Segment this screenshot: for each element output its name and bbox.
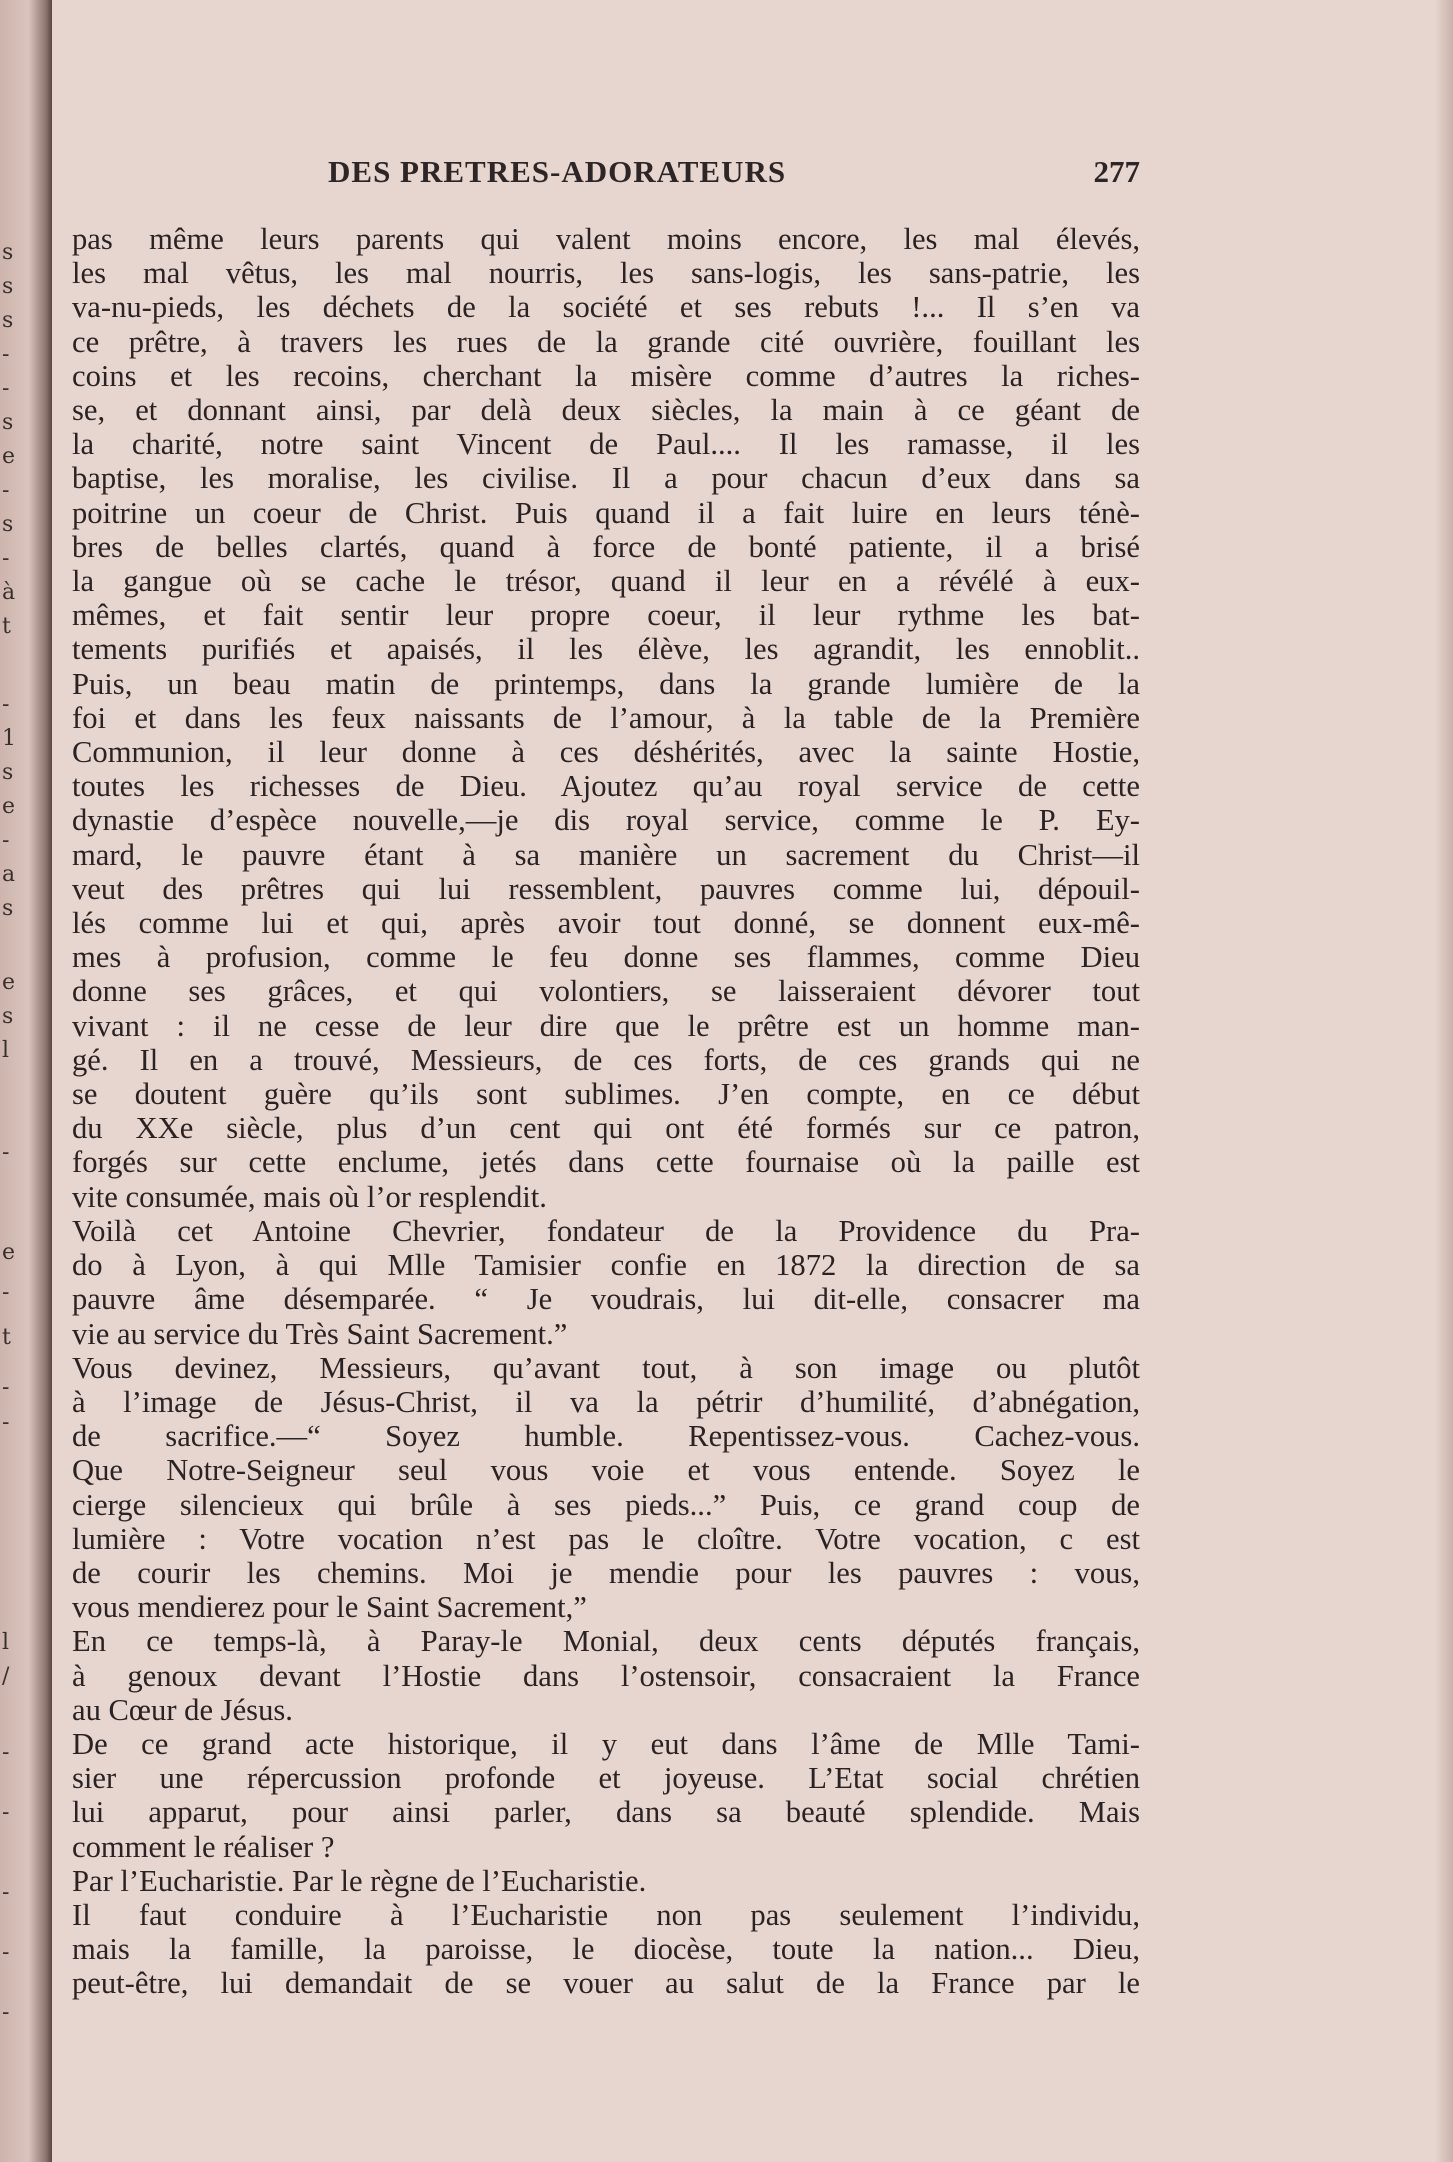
running-title: DES PRETRES-ADORATEURS (328, 154, 787, 189)
margin-fragment: l (2, 1630, 10, 1655)
body-text (72, 222, 1140, 2001)
margin-fragment: - (2, 1140, 10, 1165)
text-line: cierge silencieux qui brûle à ses pieds...” Puis, ce grand coup de (72, 1487, 1140, 1522)
text-line: à genoux devant l’Hostie dans l’ostensoir, consacraient la France (72, 1658, 1140, 1693)
margin-fragment: l (2, 1038, 10, 1063)
page-edge (1435, 0, 1453, 2162)
margin-fragment: t (2, 614, 11, 639)
text-line: mais la famille, la paroisse, le diocèse, toute la nation... Dieu, (72, 1932, 1140, 1967)
text-line: Communion, il leur donne à ces déshérités, avec la sainte Hostie, (72, 735, 1140, 770)
running-header (72, 150, 1140, 198)
margin-fragment: - (2, 478, 10, 503)
text-line: tements purifiés et apaisés, il les élève, les agrandit, les ennoblit.. (72, 632, 1140, 667)
text-line: Puis, un beau matin de printemps, dans la grande lumière de la (72, 666, 1140, 701)
text-line: baptise, les moralise, les civilise. Il a pour chacun d’eux dans sa (72, 461, 1140, 496)
text-line: Il faut conduire à l’Eucharistie non pas seulement l’individu, (72, 1897, 1140, 1932)
margin-fragment: e (2, 444, 16, 469)
page-number: 277 (1093, 154, 1140, 189)
text-line: se, et donnant ainsi, par delà deux siècles, la main à ce géant de (72, 393, 1140, 428)
text-line: peut-être, lui demandait de se vouer au salut de la France par le (72, 1966, 1140, 2001)
text-line: vous mendierez pour le Saint Sacrement,” (72, 1590, 587, 1625)
text-line: lés comme lui et qui, après avoir tout donné, se donnent eux-mê- (72, 906, 1140, 941)
margin-fragment: a (2, 862, 16, 887)
text-line: bres de belles clartés, quand à force de bonté patiente, il a brisé (72, 529, 1140, 564)
text-line: forgés sur cette enclume, jetés dans cette fournaise où la paille est (72, 1145, 1140, 1180)
margin-fragment: s (2, 1004, 14, 1029)
text-line: comment le réaliser ? (72, 1829, 335, 1864)
margin-fragment: 1 (2, 726, 16, 751)
margin-fragment: - (2, 1940, 10, 1965)
margin-fragment: e (2, 970, 16, 995)
margin-fragment: s (2, 308, 14, 333)
text-line: veut des prêtres qui lui ressemblent, pauvres comme lui, dépouil- (72, 871, 1140, 906)
margin-fragment: s (2, 240, 14, 265)
margin-fragment: - (2, 692, 10, 717)
margin-fragment: s (2, 896, 14, 921)
text-line: la gangue où se cache le trésor, quand il leur en a révélé à eux- (72, 564, 1140, 599)
margin-fragment: - (2, 2000, 10, 2025)
margin-fragment: s (2, 410, 14, 435)
text-line: mard, le pauvre étant à sa manière un sacrement du Christ—il (72, 837, 1140, 872)
text-line: sier une répercussion profonde et joyeuse. L’Etat social chrétien (72, 1761, 1140, 1796)
text-line: au Cœur de Jésus. (72, 1692, 293, 1727)
margin-fragment: s (2, 512, 14, 537)
text-line: En ce temps-là, à Paray-le Monial, deux cents députés français, (72, 1624, 1140, 1659)
text-line: foi et dans les feux naissants de l’amour, à la table de la Première (72, 700, 1140, 735)
text-line: de courir les chemins. Moi je mendie pour les pauvres : vous, (72, 1555, 1140, 1590)
text-line: coins et les recoins, cherchant la misère comme d’autres la riches- (72, 358, 1140, 393)
text-line: les mal vêtus, les mal nourris, les sans-logis, les sans-patrie, les (72, 256, 1140, 291)
text-line: Par l’Eucharistie. Par le règne de l’Eucharistie. (72, 1863, 647, 1898)
margin-fragment: - (2, 546, 10, 571)
text-line: vie au service du Très Saint Sacrement.” (72, 1316, 568, 1351)
text-line: lumière : Votre vocation n’est pas le cloître. Votre vocation, c est (72, 1521, 1140, 1556)
text-line: Vous devinez, Messieurs, qu’avant tout, à son image ou plutôt (72, 1350, 1140, 1385)
text-line: la charité, notre saint Vincent de Paul.... Il les ramasse, il les (72, 427, 1140, 462)
text-line: ce prêtre, à travers les rues de la grande cité ouvrière, fouillant les (72, 324, 1140, 359)
margin-fragment: à (2, 580, 16, 605)
text-line: vite consumée, mais où l’or resplendit. (72, 1179, 547, 1214)
text-line: toutes les richesses de Dieu. Ajoutez qu’au royal service de cette (72, 769, 1140, 804)
text-line: donne ses grâces, et qui volontiers, se laisseraient dévorer tout (72, 974, 1140, 1009)
margin-fragment: s (2, 760, 14, 785)
margin-fragment: / (2, 1664, 10, 1689)
text-line: vivant : il ne cesse de leur dire que le prêtre est un homme man- (72, 1008, 1140, 1043)
margin-fragment: t (2, 1325, 11, 1350)
text-line: pas même leurs parents qui valent moins encore, les mal élevés, (72, 222, 1140, 256)
margin-fragment: - (2, 828, 10, 853)
margin-fragment: - (2, 1880, 10, 1905)
text-line: se doutent guère qu’ils sont sublimes. J’en compte, en ce début (72, 1077, 1140, 1112)
margin-fragment: - (2, 1375, 10, 1400)
margin-fragment: - (2, 1410, 10, 1435)
text-line: de sacrifice.—“ Soyez humble. Repentissez-vous. Cachez-vous. (72, 1419, 1140, 1454)
margin-fragment: - (2, 376, 10, 401)
text-line: va-nu-pieds, les déchets de la société et ses rebuts !... Il s’en va (72, 290, 1140, 325)
text-line: mêmes, et fait sentir leur propre coeur, il leur rythme les bat- (72, 598, 1140, 633)
text-line: lui apparut, pour ainsi parler, dans sa beauté splendide. Mais (72, 1795, 1140, 1830)
margin-fragment: e (2, 1240, 16, 1265)
book-page (72, 150, 1140, 2001)
margin-fragment: s (2, 274, 14, 299)
text-line: dynastie d’espèce nouvelle,—je dis royal service, comme le P. Ey- (72, 803, 1140, 838)
margin-fragment: - (2, 342, 10, 367)
margin-fragment: - (2, 1740, 10, 1765)
text-line: du XXe siècle, plus d’un cent qui ont été formés sur ce patron, (72, 1111, 1140, 1146)
margin-fragment: - (2, 1800, 10, 1825)
text-line: gé. Il en a trouvé, Messieurs, de ces forts, de ces grands qui ne (72, 1042, 1140, 1077)
text-line: Que Notre-Seigneur seul vous voie et vous entende. Soyez le (72, 1453, 1140, 1488)
text-line: De ce grand acte historique, il y eut dans l’âme de Mlle Tami- (72, 1726, 1140, 1761)
text-line: à l’image de Jésus-Christ, il va la pétrir d’humilité, d’abnégation, (72, 1384, 1140, 1419)
margin-fragment: - (2, 1280, 10, 1305)
text-line: do à Lyon, à qui Mlle Tamisier confie en 1872 la direction de sa (72, 1248, 1140, 1283)
text-line: mes à profusion, comme le feu donne ses flammes, comme Dieu (72, 940, 1140, 975)
text-line: pauvre âme désemparée. “ Je voudrais, lui dit-elle, consacrer ma (72, 1282, 1140, 1317)
text-line: Voilà cet Antoine Chevrier, fondateur de la Providence du Pra- (72, 1213, 1140, 1248)
text-line: poitrine un coeur de Christ. Puis quand il a fait luire en leurs ténè- (72, 495, 1140, 530)
margin-fragment: e (2, 794, 16, 819)
